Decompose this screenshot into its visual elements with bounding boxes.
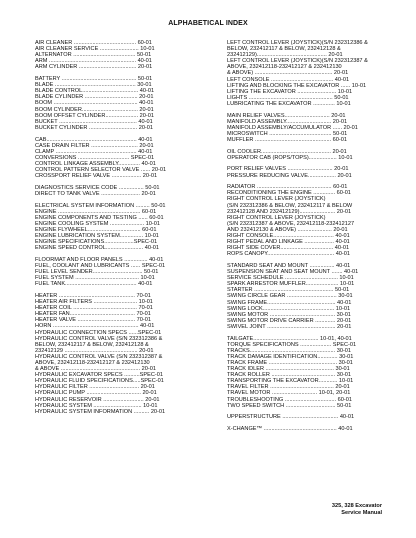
- index-entry: HYDRAULIC EXCAVATOR SPECS ..........SPEC-01: [35, 372, 163, 379]
- index-entry: FUEL, COOLANT AND LUBRICANTS ...... SPEC-01: [35, 262, 166, 269]
- index-entry: RIGHT CONSOLE....................................... 40-01: [227, 233, 350, 239]
- index-entry: LUBRICATING THE EXCAVATOR .............. 10-01: [227, 100, 351, 107]
- index-entry: BELOW, 232412117 & BELOW, 232412128 &: [35, 341, 149, 348]
- index-group: [35, 185, 209, 197]
- index-entry: (S/N 232312387 & ABOVE, 232412118-232412127: [227, 220, 355, 227]
- index-entry: TORQUE SPECIFICATIONS .................... SPEC-01: [227, 341, 357, 348]
- index-entry: SERVICE SCHEDULE .................................. 10-01: [227, 275, 354, 282]
- index-entry: ENGINE SPEED CONTROL........................ 40-01: [35, 245, 160, 252]
- index-entry: OIL COOLER............................................. 20-01: [227, 148, 347, 155]
- index-entry: & ABOVE) .................................................. 20-01: [227, 70, 349, 77]
- index-entry: CAB.......................................................... 40-01: [35, 136, 153, 143]
- index-entry: BOOM CYLINDER.................................... 20-01: [35, 106, 154, 113]
- index-entry: BELOW, 232412117 & BELOW, 232412128 &: [227, 46, 341, 53]
- index-entry: SWING FRAME............................................ 40-01: [227, 299, 352, 306]
- index-entry: PRESSURE REDUCING VALVE.................. 20-01: [227, 172, 352, 179]
- index-entry: TROUBLESHOOTING ................................. 60-01: [227, 396, 352, 403]
- index-entry: BOOM ...................................................... 40-01: [35, 100, 154, 107]
- index-entry: TRACKS....................................................... 30-01: [227, 347, 352, 354]
- index-entry: SWING CIRCLE GEAR ................................ 30-01: [227, 293, 353, 300]
- index-entry: BATTERY ................................................ 50-01: [35, 76, 153, 83]
- index-group: [227, 149, 401, 161]
- index-entry: TRAVEL FILTER ......................................... 20-01: [227, 384, 350, 391]
- index-entry: HYDRAULIC FILTER ................................ 20-01: [35, 384, 155, 391]
- index-group: [35, 137, 209, 180]
- index-entry: ABOVE, 232412118-232412127 & 232412130: [227, 64, 342, 71]
- index-entry: HYDRAULIC SYSTEM ............................... 10-01: [35, 402, 158, 409]
- index-entry: ELECTRICAL SYSTEM INFORMATION ......... 50-01: [35, 202, 166, 209]
- index-entry: OPERATOR CAB (ROPS/TOPS).................. 10-01: [227, 154, 353, 161]
- index-entry: TWO SPEED SWITCH ................................ 50-01: [227, 402, 352, 409]
- index-entry: HEATER AIR FILTERS ............................ 10-01: [35, 299, 153, 306]
- index-entry: MUFFLER ................................................. 60-01: [227, 137, 347, 143]
- index-entry: STARTER ................................................... 50-01: [227, 287, 350, 294]
- index-entry: SWING LOCK.............................................. 10-01: [227, 305, 351, 312]
- index-entry: CONVERSIONS ................................. SPEC-01: [35, 154, 155, 161]
- index-entry: BUCKET .................................................. 40-01: [35, 118, 153, 125]
- index-entry: RIGHT PEDAL AND LINKAGE ................... 40-01: [227, 239, 350, 246]
- index-entry: ALTERNATOR ........................................ 50-01: [35, 52, 152, 59]
- index-entry: BLADE CONTROL.................................... 40-01: [35, 88, 155, 95]
- index-entry: RIGHT CONTROL LEVER (JOYSTICK): [227, 214, 326, 221]
- index-entry: & ABOVE ................................................... 20-01: [35, 366, 156, 373]
- index-group: [227, 166, 401, 178]
- index-group: [35, 40, 209, 70]
- index-entry: AIR CLEANER SERVICE ......................... 10-01: [35, 46, 155, 53]
- index-entry: AND 232412130 & ABOVE) ...................... 20-01: [227, 226, 348, 233]
- index-entry: HYDRAULIC PUMP ................................... 20-01: [35, 390, 157, 397]
- index-entry: PORT RELIEF VALVES ............................. 20-01: [227, 166, 349, 173]
- index-entry: CONTROL LINKAGE ASSEMBLY.............. 40-01: [35, 160, 156, 167]
- index-entry: LEFT CONTROL LEVER (JOYSTICK)(S/N 232312387 &: [227, 58, 368, 65]
- index-entry: 232412129 ............................................... 20-01: [35, 347, 154, 354]
- index-entry: SWING MOTOR .......................................... 30-01: [227, 311, 351, 318]
- index-entry: TAILGATE.......................................... 10-01, 40-01: [227, 335, 352, 342]
- index-entry: FUEL SYSTEM ......................................... 10-01: [35, 275, 155, 282]
- index-entry: HEATER COIL ......................................... 70-01: [35, 305, 153, 312]
- index-entry: TRAVEL MOTOR ............................. 10-01, 20-01: [227, 390, 351, 397]
- index-entry: (S/N 232312386 & BELOW, 232412117 & BELOW: [227, 202, 353, 209]
- index-entry: LIFTING THE EXCAVATOR ......................... 10-01: [227, 88, 353, 95]
- index-group: [227, 336, 401, 409]
- index-entry: MAIN RELIEF VALVES............................. 20-01: [227, 112, 346, 119]
- index-entry: UPPERSTRUCTURE .................................... 40-01: [227, 414, 355, 421]
- index-entry: ENGINE FLYWHEEL.................................. 60-01: [35, 226, 157, 233]
- index-entry: X-CHANGE™ ............................................... 40-01: [227, 426, 353, 432]
- index-entry: AIR CLEANER ........................................ 60-01: [35, 40, 152, 46]
- index-entry: DIAGNOSTICS SERVICE CODE ................ 50-01: [35, 184, 160, 191]
- index-entry: ENGINE LUBRICATION SYSTEM............... 10-01: [35, 233, 159, 239]
- index-entry: RIGHT SIDE COVER.................................. 40-01: [227, 245, 350, 252]
- index-entry: CLAMP .................................................... 40-01: [35, 148, 153, 155]
- index-entry: HYDRAULIC CONNECTION SPECS ......SPEC-01: [35, 329, 162, 336]
- index-entry: HEATER VALVE ..................................... 70-01: [35, 317, 151, 324]
- index-entry: CROSSPORT RELIEF VALVE ................... 20-01: [35, 173, 158, 180]
- index-entry: CONTROL PATTERN SELECTOR VALVE ...... 20-01: [35, 166, 167, 173]
- index-entry: HYDRAULIC CONTROL VALVE (S/N 232312387 &: [35, 353, 163, 360]
- index-entry: RADIATOR ................................................ 60-01: [227, 184, 348, 191]
- index-column-left: [35, 40, 209, 420]
- index-entry: ROPS CANOPY........................................... 40-01: [227, 251, 350, 258]
- index-entry: HORN ....................................................... 40-01: [35, 323, 155, 330]
- index-entry: HEATER ................................................. 70-01: [35, 292, 151, 299]
- index-entry: ENGINE COMPONENTS AND TESTING ...... 60-01: [35, 214, 164, 221]
- index-group: [227, 113, 401, 143]
- index-entry: ENGINE SPECIFICATIONS...................SPEC-01: [35, 239, 158, 246]
- index-entry: TRANSPORTING THE EXCAVATOR............ 10-01: [227, 378, 354, 385]
- index-entry: MANIFOLD ASSEMBLY............................. 20-01: [227, 118, 348, 125]
- index-entry: ARM CYLINDER ..................................... 20-01: [35, 64, 153, 71]
- index-entry: BLADE CYLINDER .................................. 20-01: [35, 94, 154, 101]
- index-entry: ABOVE, 232412118-232412127 & 232412130: [35, 359, 150, 366]
- index-entry: RIGHT CONTROL LEVER (JOYSTICK): [227, 196, 326, 203]
- index-entry: LEFT CONTROL LEVER (JOYSTICK)(S/N 232312386 &: [227, 40, 368, 46]
- index-entry: MANIFOLD ASSEMBLY/ACCUMULATOR ...... 20-01: [227, 124, 358, 131]
- index-group: [35, 203, 209, 252]
- index-entry: TRACK ROLLER ......................................... 30-01: [227, 372, 352, 379]
- page-title: ALPHABETICAL INDEX: [168, 20, 248, 27]
- index-group: [227, 184, 401, 257]
- index-group: [35, 76, 209, 131]
- index-entry: ARM ........................................................ 40-01: [35, 58, 152, 65]
- index-entry: SWING MOTOR DRIVE CARRIER ............. 20-01: [227, 317, 352, 324]
- footer-manual: Service Manual: [341, 510, 382, 516]
- index-entry: RECONDITIONING THE ENGINE .............. 60-01: [227, 190, 351, 197]
- index-group: [227, 426, 401, 432]
- index-entry: CASE DRAIN FILTER .............................. 20-01: [35, 142, 154, 149]
- index-entry: HYDRAULIC SYSTEM INFORMATION .......... 20-01: [35, 408, 166, 415]
- index-entry: FUEL LEVEL SENDER................................ 50-01: [35, 269, 159, 276]
- index-entry: HYDRAULIC RESERVOIR .......................... 20-01: [35, 396, 160, 403]
- index-entry: BUCKET CYLINDER ............................... 20-01: [35, 124, 154, 131]
- index-entry: LIFTING AND BLOCKING THE EXCAVATOR ...... 10-01: [227, 82, 367, 89]
- index-entry: SPARK ARRESTOR MUFFLER..................... 10-01: [227, 281, 355, 288]
- index-entry: MICROSWITCH ........................................ 50-01: [227, 130, 348, 137]
- index-entry: BOOM OFFSET CYLINDER..................... 20-01: [35, 112, 154, 119]
- index-group: [35, 257, 209, 287]
- index-entry: STANDARD SEAT AND MOUNT ................ 40-01: [227, 262, 351, 269]
- index-entry: LIGHTS ...................................................... 50-01: [227, 94, 349, 101]
- index-entry: HYDRAULIC FLUID SPECIFICATIONS.....SPEC-01: [35, 378, 164, 385]
- index-entry: HYDRAULIC CONTROL VALVE (S/N 232312386 &: [35, 335, 163, 342]
- index-group: [227, 414, 401, 420]
- index-entry: TRACK DAMAGE IDENTIFICATION............. 30-01: [227, 353, 354, 360]
- index-entry: FUEL TANK.............................................. 40-01: [35, 281, 153, 288]
- index-entry: LEFT CONSOLE ........................................ 40-01: [227, 76, 350, 83]
- index-entry: 232412129)............................................. 20-01: [227, 52, 343, 59]
- index-entry: TRACK IDLER ............................................ 30-01: [227, 366, 350, 373]
- index-group: [227, 40, 401, 107]
- footer-model: 325, 328 Excavator: [331, 503, 382, 509]
- index-entry: SUSPENSION SEAT AND SEAT MOUNT ....... 40-01: [227, 269, 359, 276]
- index-entry: HEATER FAN.......................................... 70-01: [35, 311, 151, 318]
- index-entry: FLOORMAT AND FLOOR PANELS ............... 40-01: [35, 256, 164, 263]
- index-entry: ENGINE COOLING SYSTEM ...................... 10-01: [35, 220, 160, 227]
- index-entry: DIRECT TO TANK VALVE ......................... 20-01: [35, 190, 156, 197]
- manual-footer: [332, 503, 382, 517]
- index-column-right: [227, 40, 401, 438]
- index-entry: ENGINE ..................................................... 60-01: [35, 208, 157, 215]
- index-group: [227, 263, 401, 330]
- index-group: [35, 293, 209, 415]
- index-entry: BLADE .................................................... 30-01: [35, 82, 152, 89]
- index-entry: SWIVEL JOINT ............................................ 20-01: [227, 323, 352, 330]
- index-entry: TRACK FRAME ............................................ 30-01: [227, 359, 353, 366]
- index-entry: 232412128 AND 232412129)....................... 20-01: [227, 208, 352, 215]
